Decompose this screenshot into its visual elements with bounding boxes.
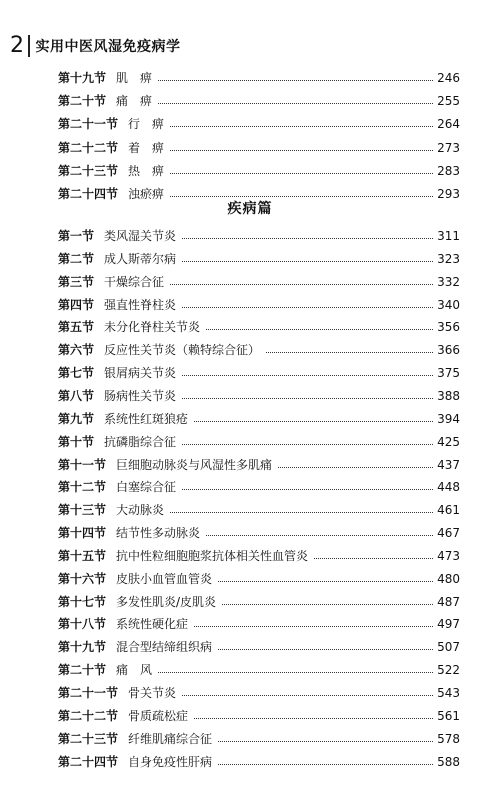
toc-entry xyxy=(58,410,460,428)
dot-leader xyxy=(180,364,433,382)
toc-entry-title: 骨关节炎 xyxy=(128,686,177,700)
dot-leader xyxy=(264,341,433,359)
toc-entry-title: 类风湿关节炎 xyxy=(104,229,177,243)
toc-page-number: 283 xyxy=(437,163,460,178)
toc-page-number: 448 xyxy=(437,480,460,495)
toc-entry-title: 浊瘀痹 xyxy=(128,187,165,201)
toc-page-number: 356 xyxy=(437,320,460,335)
dot-leader xyxy=(168,162,433,180)
toc-entry xyxy=(58,115,460,133)
toc-section-number: 第十九节 xyxy=(58,640,107,655)
toc-section-number: 第十五节 xyxy=(58,548,107,563)
toc-section-number: 第二十三节 xyxy=(58,163,119,178)
toc-section-number: 第二十二节 xyxy=(58,708,119,723)
toc-section-number: 第五节 xyxy=(58,320,95,335)
toc-page-number: 323 xyxy=(437,251,460,266)
page-number: 2 xyxy=(10,33,24,58)
toc-entry-title: 反应性关节炎（赖特综合征） xyxy=(104,343,261,358)
toc-section-number: 第十三节 xyxy=(58,503,107,518)
dot-leader xyxy=(156,661,433,679)
toc-entry-title: 混合型结缔组织病 xyxy=(116,640,213,655)
dot-leader xyxy=(180,250,433,268)
toc-entry xyxy=(58,501,460,519)
toc-entry-title: 骨质疏松症 xyxy=(128,708,189,723)
toc-page-number: 487 xyxy=(437,594,460,609)
toc-section-number: 第十八节 xyxy=(58,617,107,632)
toc-entry xyxy=(58,318,460,336)
toc-entry xyxy=(58,661,460,679)
toc-entry xyxy=(58,524,460,542)
dot-leader xyxy=(204,318,433,336)
toc-entry-title: 皮肤小血管血管炎 xyxy=(116,571,213,586)
header-divider xyxy=(28,35,30,57)
toc-section-number: 第二十二节 xyxy=(58,140,119,155)
toc-entry xyxy=(58,730,460,748)
toc-entry-title: 结节性多动脉炎 xyxy=(116,526,201,541)
toc-entry xyxy=(58,250,460,268)
toc-page-number: 293 xyxy=(437,187,460,201)
dot-leader xyxy=(204,524,433,542)
toc-section-number: 第二十四节 xyxy=(58,187,119,201)
toc-entry xyxy=(58,456,460,474)
toc-section-number: 第十四节 xyxy=(58,526,107,541)
toc-entry-title: 未分化脊柱关节炎 xyxy=(104,320,201,335)
toc-section-number: 第二十四节 xyxy=(58,754,119,769)
toc-entry xyxy=(58,570,460,588)
toc-entry-title: 抗中性粒细胞胞浆抗体相关性血管炎 xyxy=(116,548,309,563)
toc-entry xyxy=(58,69,460,87)
toc-section-number: 第十二节 xyxy=(58,480,107,495)
toc-entry-title: 系统性硬化症 xyxy=(116,617,189,632)
toc-section-number: 第十九节 xyxy=(58,71,107,85)
toc-section-number: 第二十一节 xyxy=(58,117,119,132)
toc-section-number: 第二十节 xyxy=(58,94,107,109)
toc-entry-title: 自身免疫性肝病 xyxy=(128,754,213,769)
toc-entry-title: 大动脉炎 xyxy=(116,503,165,518)
toc-entry xyxy=(58,478,460,496)
toc-page-number: 561 xyxy=(437,708,460,723)
toc-entry xyxy=(58,364,460,382)
toc-page-number: 366 xyxy=(437,343,460,358)
dot-leader xyxy=(168,139,433,157)
toc-entry-title: 强直性脊柱炎 xyxy=(104,297,177,312)
toc-section-number: 第六节 xyxy=(58,343,95,358)
toc-section-number: 第十七节 xyxy=(58,594,107,609)
dot-leader xyxy=(216,753,433,771)
dot-leader xyxy=(312,547,433,565)
toc-section-number: 第十节 xyxy=(58,434,95,449)
toc-page-number: 480 xyxy=(437,571,460,586)
toc-page-number: 394 xyxy=(437,411,460,426)
dot-leader xyxy=(180,227,433,245)
toc-section-number: 第二十节 xyxy=(58,663,107,678)
toc-page-number: 375 xyxy=(437,366,460,381)
book-title: 实用中医风湿免疫病学 xyxy=(35,39,181,55)
toc-section-number: 第二十一节 xyxy=(58,686,119,700)
toc-page-number: 461 xyxy=(437,503,460,518)
toc-entry-title: 干燥综合征 xyxy=(104,274,165,289)
toc-entry xyxy=(58,162,460,180)
toc-page-number: 473 xyxy=(437,548,460,563)
part-title: 疾病篇 xyxy=(227,201,273,217)
toc-page-number: 425 xyxy=(437,434,460,449)
toc-page-number: 246 xyxy=(437,71,460,85)
dot-leader xyxy=(216,570,433,588)
dot-leader xyxy=(192,410,433,428)
toc-entry-title: 成人斯蒂尔病 xyxy=(104,251,177,266)
toc-section-number: 第十一节 xyxy=(58,457,107,472)
toc-entry xyxy=(58,273,460,291)
toc-page-number: 522 xyxy=(437,663,460,678)
toc-section-number: 第八节 xyxy=(58,388,95,403)
toc-page-number: 340 xyxy=(437,297,460,312)
dot-leader xyxy=(156,69,433,87)
toc-entry-title: 热 痹 xyxy=(128,163,165,178)
toc-page-number: 255 xyxy=(437,94,460,109)
toc-entry xyxy=(58,433,460,451)
toc-section-number: 第二节 xyxy=(58,251,95,266)
toc-entry xyxy=(58,139,460,157)
dot-leader xyxy=(192,707,433,725)
toc-entry-title: 抗磷脂综合征 xyxy=(104,434,177,449)
dot-leader xyxy=(168,115,433,133)
dot-leader xyxy=(180,478,433,496)
toc-entry xyxy=(58,227,460,245)
toc-entry xyxy=(58,547,460,565)
toc-entry-title: 多发性肌炎/皮肌炎 xyxy=(116,594,217,609)
toc-entry xyxy=(58,185,460,203)
dot-leader xyxy=(220,593,433,611)
toc-page-number: 467 xyxy=(437,526,460,541)
toc-entry-title: 行 痹 xyxy=(128,117,165,132)
toc-entry xyxy=(58,707,460,725)
toc-section-number: 第一节 xyxy=(58,229,95,243)
toc-entry-title: 肌 痹 xyxy=(116,71,153,85)
toc-entry xyxy=(58,341,460,359)
toc-section-number: 第十六节 xyxy=(58,571,107,586)
dot-leader xyxy=(156,92,433,110)
dot-leader xyxy=(180,296,433,314)
dot-leader xyxy=(168,501,433,519)
dot-leader xyxy=(168,273,433,291)
toc-page-number: 311 xyxy=(437,229,460,243)
toc-page-number: 578 xyxy=(437,731,460,746)
toc-page-number: 507 xyxy=(437,640,460,655)
toc-entry xyxy=(58,638,460,656)
toc-page-number: 273 xyxy=(437,140,460,155)
toc-entry xyxy=(58,753,460,771)
toc-page-number: 332 xyxy=(437,274,460,289)
toc-entry-title: 银屑病关节炎 xyxy=(104,366,177,381)
toc-entry xyxy=(58,615,460,633)
toc-section-number: 第九节 xyxy=(58,411,95,426)
dot-leader xyxy=(168,185,433,203)
toc-section-number: 第三节 xyxy=(58,274,95,289)
toc-entry xyxy=(58,92,460,110)
toc-entry-title: 纤维肌痛综合征 xyxy=(128,731,213,746)
toc-entry xyxy=(58,296,460,314)
page-header xyxy=(10,34,181,58)
toc-entry xyxy=(58,387,460,405)
toc-entry-title: 着 痹 xyxy=(128,140,165,155)
dot-leader xyxy=(180,684,433,702)
dot-leader xyxy=(180,433,433,451)
toc-entry-title: 系统性红斑狼疮 xyxy=(104,411,189,426)
dot-leader xyxy=(216,730,433,748)
dot-leader xyxy=(180,387,433,405)
dot-leader xyxy=(216,638,433,656)
toc-page-number: 437 xyxy=(437,457,460,472)
toc-page-number: 588 xyxy=(437,754,460,769)
toc-entry-title: 巨细胞动脉炎与风湿性多肌痛 xyxy=(116,457,273,472)
toc-entry-title: 痛 痹 xyxy=(116,94,153,109)
dot-leader xyxy=(192,615,433,633)
toc-page-number: 543 xyxy=(437,686,460,700)
toc-section-number: 第七节 xyxy=(58,366,95,381)
toc-page-number: 497 xyxy=(437,617,460,632)
toc-entry-title: 白塞综合征 xyxy=(116,480,177,495)
toc-entry xyxy=(58,593,460,611)
toc-page-number: 388 xyxy=(437,388,460,403)
toc-entry-title: 痛 风 xyxy=(116,663,153,678)
toc-section-number: 第四节 xyxy=(58,297,95,312)
toc-entry-title: 肠病性关节炎 xyxy=(104,388,177,403)
toc-page-number: 264 xyxy=(437,117,460,132)
toc-entry xyxy=(58,684,460,702)
toc-section-number: 第二十三节 xyxy=(58,731,119,746)
dot-leader xyxy=(276,456,433,474)
